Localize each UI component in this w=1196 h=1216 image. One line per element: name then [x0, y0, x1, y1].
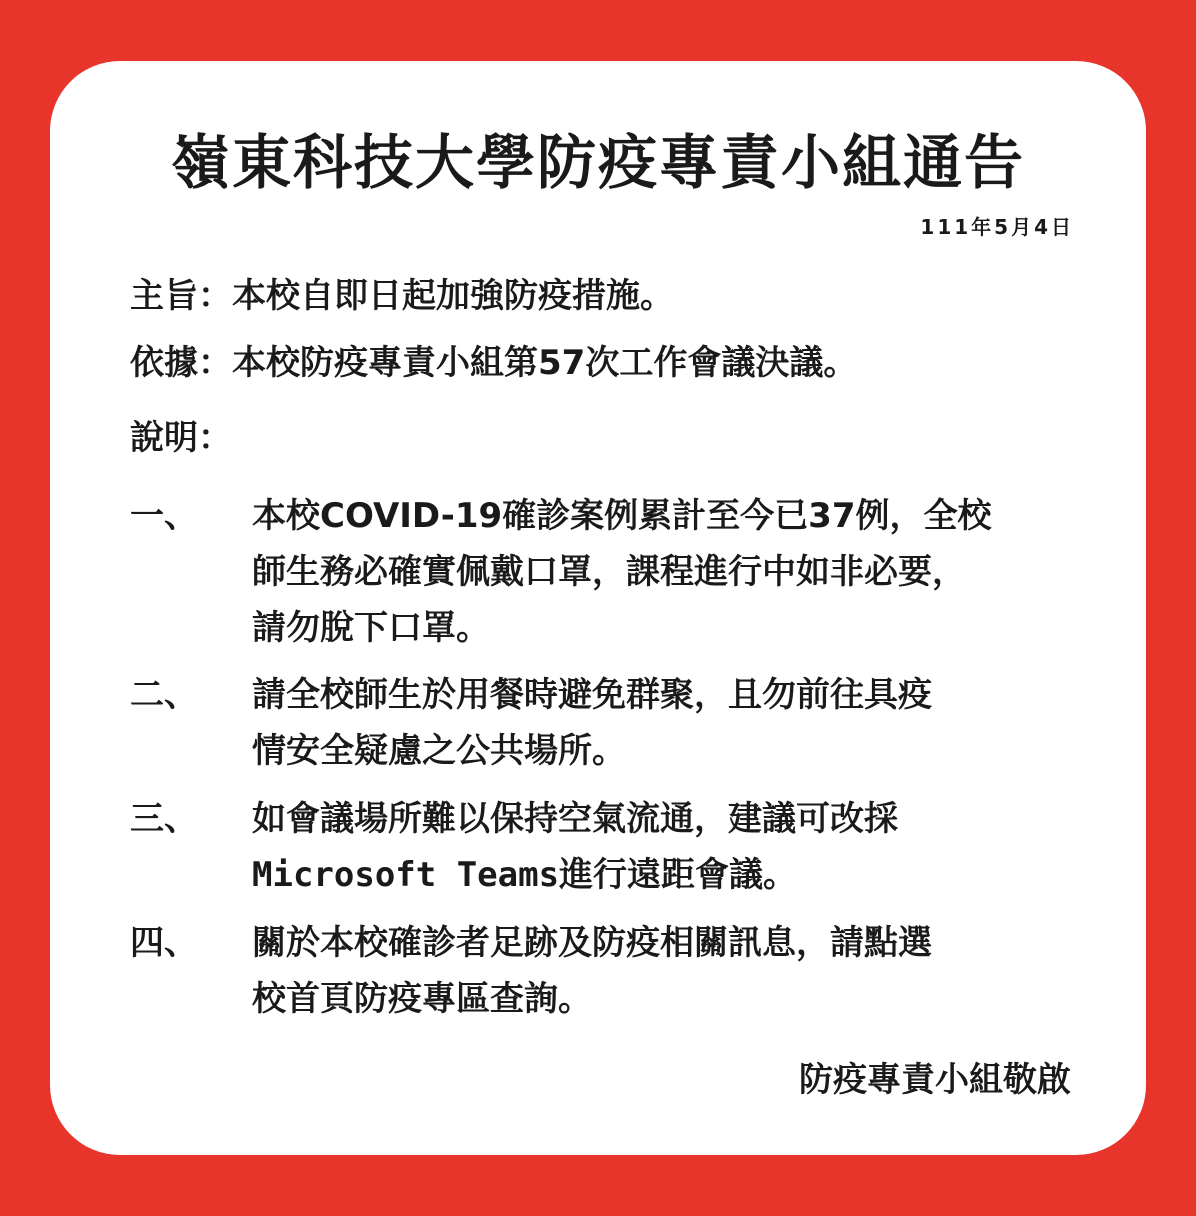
item-line: 請勿脫下口罩。: [252, 608, 490, 648]
item-line: 關於本校確診者足跡及防疫相關訊息，請點選: [252, 923, 932, 963]
notice-date: 111年5月4日: [920, 215, 1074, 239]
item-number: 四、: [130, 923, 198, 963]
explain-label: 說明：: [130, 418, 232, 458]
item-line: Microsoft Teams進行遠距會議。: [252, 855, 798, 895]
list-item-4: [130, 915, 1070, 1027]
item-line: 情安全疑慮之公共場所。: [252, 731, 626, 771]
subject-line: 主旨：本校自即日起加強防疫措施。: [130, 276, 674, 316]
signature: 防疫專責小組敬啟: [799, 1060, 1071, 1100]
list-item-1: [130, 488, 1070, 656]
item-number: 三、: [130, 799, 198, 839]
item-number: 二、: [130, 675, 198, 715]
notice-title: 嶺東科技大學防疫專責小組通告: [170, 128, 1025, 197]
item-body: [252, 915, 1067, 1027]
list-item-3: [130, 791, 1070, 903]
item-line: 如會議場所難以保持空氣流通，建議可改採: [252, 799, 898, 839]
item-line: 本校COVID-19確診案例累計至今已37例，全校: [252, 496, 992, 536]
item-line: 師生務必確實佩戴口罩，課程進行中如非必要，: [252, 552, 966, 592]
item-body: [252, 667, 1067, 779]
item-line: 請全校師生於用餐時避免群聚，且勿前往具疫: [252, 675, 932, 715]
basis-line: 依據：本校防疫專責小組第57次工作會議決議。: [130, 343, 858, 383]
item-body: [252, 488, 1067, 656]
list-item-2: [130, 667, 1070, 779]
item-body: [252, 791, 1067, 903]
item-number: 一、: [130, 496, 198, 536]
item-line: 校首頁防疫專區查詢。: [252, 979, 592, 1019]
